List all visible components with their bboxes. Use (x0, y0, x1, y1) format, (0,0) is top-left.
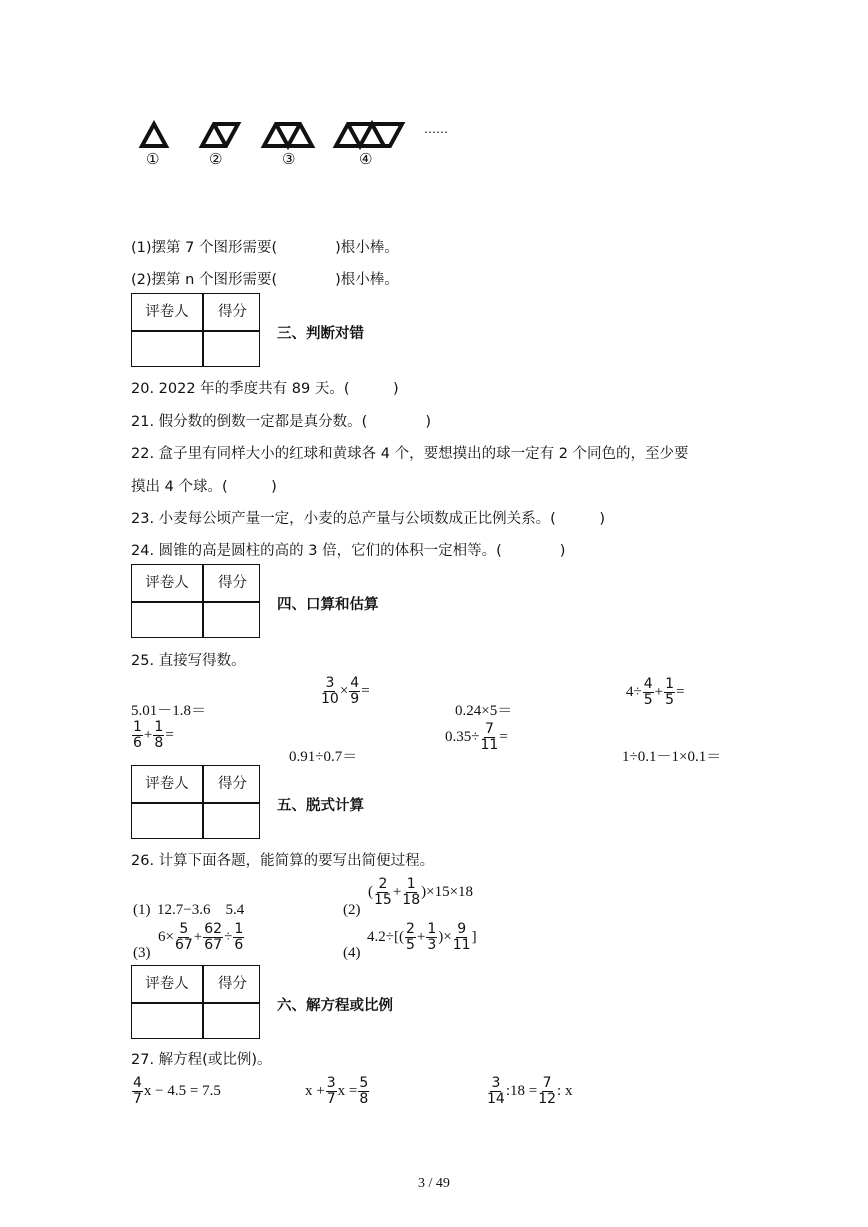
q26-expr-2: ( $\frac{2}{15}$ + $\frac{1}{18}$ )×15×18 (368, 876, 474, 908)
q25-expr-8: 1÷0.1－1×0.1＝ (622, 749, 722, 765)
section-3-title: 三、判断对错 (277, 326, 364, 342)
q25-expr-7: 0.35÷ $\frac{7}{11}$ = (445, 721, 508, 753)
q27-eq-2-mid: x = (337, 1082, 358, 1099)
q26-label-3: (3) (133, 945, 151, 961)
q27-eq-1: $\frac{4}{7}$ x − 4.5 = 7.5 (133, 1075, 221, 1107)
figure-label-3: ③ (282, 150, 296, 168)
section-5-title: 五、脱式计算 (277, 798, 364, 814)
figure-label-1: ① (146, 150, 160, 168)
score-box-6 (131, 965, 260, 1039)
q25-expr-4: 4÷ $\frac{4}{5}$ + $\frac{1}{5}$ = (626, 676, 685, 708)
score-label: 得分 (218, 976, 247, 992)
score-box-4 (131, 564, 260, 638)
q25-expr-1: 5.01－1.8＝ (131, 703, 207, 719)
judge-item-21: 21. 假分数的倒数一定都是真分数。( ) (131, 414, 431, 430)
figure-1-triangles (142, 124, 166, 146)
q27-eq-3-tail: : x (557, 1082, 573, 1099)
figure-3-triangles (264, 124, 312, 146)
q27-eq-3-mid: :18 = (505, 1082, 538, 1099)
score-box-3 (131, 293, 260, 367)
reviewer-label: 评卷人 (145, 575, 189, 591)
q19-line2: (2)摆第 n 个图形需要( )根小棒。 (131, 272, 399, 288)
score-label: 得分 (218, 575, 247, 591)
q26-expr-4-head: 4.2÷[( (367, 928, 404, 945)
q26-title: 26. 计算下面各题，能简算的要写出简便过程。 (131, 853, 435, 869)
q26-expr-3: 6× $\frac{5}{67}$ + $\frac{62}{67}$ ÷ $\frac{1}{6}$ (158, 921, 244, 953)
q26-expr-4: 4.2÷[( $\frac{2}{5}$ + $\frac{1}{3}$ )× $\frac{9}{11}$ ] (367, 921, 477, 953)
q26-expr-1: 12.7−3.6 5.4 (157, 902, 245, 918)
q25-expr-2: $\frac{3}{10}$ × $\frac{4}{9}$ = (321, 675, 370, 707)
section-6-title: 六、解方程或比例 (277, 998, 393, 1014)
q27-eq-3: $\frac{3}{14}$ :18 = $\frac{7}{12}$ : x (487, 1075, 573, 1107)
section-4-title: 四、口算和估算 (277, 597, 379, 613)
reviewer-label: 评卷人 (145, 304, 189, 320)
judge-item-22: 22. 盒子里有同样大小的红球和黄球各 4 个，要想摸出的球一定有 2 个同色的，至少要 (131, 446, 689, 462)
q26-label-1: (1) (133, 902, 151, 918)
q27-eq-1-tail: x − 4.5 = 7.5 (143, 1082, 221, 1099)
reviewer-label: 评卷人 (145, 976, 189, 992)
judge-item-20: 20. 2022 年的季度共有 89 天。( ) (131, 381, 399, 397)
q27-eq-2: x + $\frac{3}{7}$ x = $\frac{5}{8}$ (305, 1075, 369, 1107)
figure-4-triangles (336, 124, 402, 146)
score-label: 得分 (218, 304, 247, 320)
q27-eq-2-head: x + (305, 1082, 325, 1099)
figure-2-triangles (202, 124, 238, 146)
page-number: 3 / 49 (418, 1176, 450, 1191)
q25-expr-5: $\frac{1}{6}$ + $\frac{1}{8}$ = (133, 719, 174, 751)
figure-label-2: ② (209, 150, 223, 168)
judge-item-22-cont: 摸出 4 个球。( ) (131, 479, 277, 495)
figure-ellipsis: …… (424, 122, 448, 136)
q26-label-2: (2) (343, 902, 361, 918)
reviewer-label: 评卷人 (145, 776, 189, 792)
q25-expr-6: 0.91÷0.7＝ (289, 749, 358, 765)
q26-expr-2-tail: )×15×18 (421, 883, 474, 900)
q26-label-4: (4) (343, 945, 361, 961)
q27-title: 27. 解方程(或比例)。 (131, 1052, 272, 1068)
q25-expr-3: 0.24×5＝ (455, 703, 513, 719)
score-box-5 (131, 765, 260, 839)
judge-item-23: 23. 小麦每公顷产量一定，小麦的总产量与公顷数成正比例关系。( ) (131, 511, 605, 527)
q19-line1: (1)摆第 7 个图形需要( )根小棒。 (131, 240, 399, 256)
judge-item-24: 24. 圆锥的高是圆柱的高的 3 倍，它们的体积一定相等。( ) (131, 543, 566, 559)
q26-expr-4-tail: ] (471, 928, 477, 945)
figure-label-4: ④ (359, 150, 373, 168)
q25-title: 25. 直接写得数。 (131, 653, 246, 669)
score-label: 得分 (218, 776, 247, 792)
